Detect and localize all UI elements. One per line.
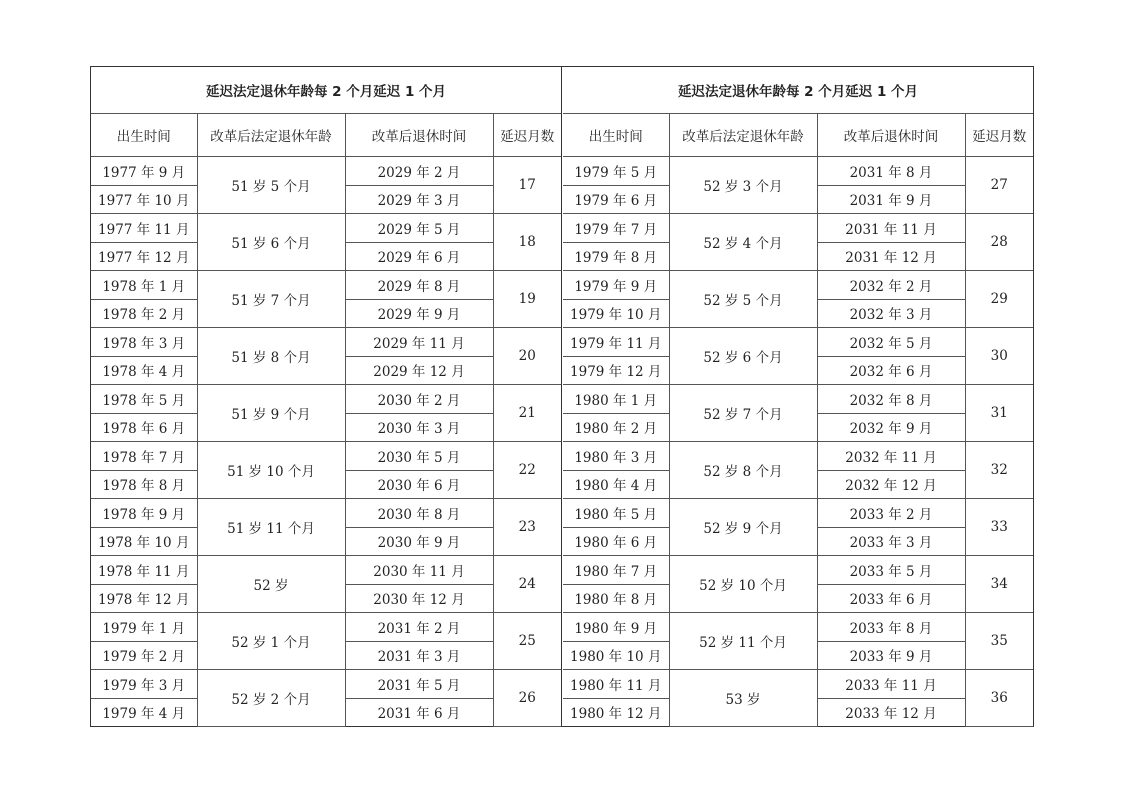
retirement-time-cell: 2032 年 2 月 xyxy=(817,271,965,300)
delay-months-cell: 36 xyxy=(965,670,1033,727)
retirement-age-cell: 52 岁 1 个月 xyxy=(197,613,345,670)
birth-time-cell: 1979 年 7 月 xyxy=(563,214,669,243)
table-row xyxy=(91,214,561,243)
retirement-age-cell: 51 岁 10 个月 xyxy=(197,442,345,499)
table-row xyxy=(563,670,1033,699)
birth-time-cell: 1977 年 10 月 xyxy=(91,185,197,214)
retirement-time-cell: 2030 年 9 月 xyxy=(345,527,493,556)
delay-months-cell: 19 xyxy=(493,271,561,328)
birth-time-cell: 1978 年 8 月 xyxy=(91,470,197,499)
retirement-age-cell: 52 岁 xyxy=(197,556,345,613)
retirement-age-cell: 51 岁 7 个月 xyxy=(197,271,345,328)
retirement-age-cell: 52 岁 5 个月 xyxy=(669,271,817,328)
table-row xyxy=(91,442,561,471)
table-header-row xyxy=(563,114,1033,157)
birth-time-cell: 1978 年 5 月 xyxy=(91,385,197,414)
retirement-time-cell: 2032 年 3 月 xyxy=(817,299,965,328)
table-row xyxy=(91,499,561,528)
table-header-row xyxy=(91,114,561,157)
retirement-age-cell: 52 岁 7 个月 xyxy=(669,385,817,442)
birth-time-cell: 1979 年 8 月 xyxy=(563,242,669,271)
retirement-time-cell: 2029 年 8 月 xyxy=(345,271,493,300)
birth-time-cell: 1978 年 12 月 xyxy=(91,584,197,613)
birth-time-cell: 1979 年 1 月 xyxy=(91,613,197,642)
delay-months-cell: 21 xyxy=(493,385,561,442)
header-retirement-time: 改革后退休时间 xyxy=(345,114,493,157)
birth-time-cell: 1979 年 12 月 xyxy=(563,356,669,385)
retirement-time-cell: 2032 年 11 月 xyxy=(817,442,965,471)
header-delay-months: 延迟月数 xyxy=(965,114,1033,157)
birth-time-cell: 1980 年 9 月 xyxy=(563,613,669,642)
birth-time-cell: 1978 年 2 月 xyxy=(91,299,197,328)
retirement-time-cell: 2033 年 3 月 xyxy=(817,527,965,556)
delay-months-cell: 35 xyxy=(965,613,1033,670)
retirement-time-cell: 2029 年 12 月 xyxy=(345,356,493,385)
table-title: 延迟法定退休年龄每 2 个月延迟 1 个月 xyxy=(563,67,1033,114)
retirement-time-cell: 2029 年 11 月 xyxy=(345,328,493,357)
header-birth-time: 出生时间 xyxy=(91,114,197,157)
delay-months-cell: 31 xyxy=(965,385,1033,442)
birth-time-cell: 1978 年 4 月 xyxy=(91,356,197,385)
retirement-table-right xyxy=(563,67,1033,727)
table-row xyxy=(91,328,561,357)
table-row xyxy=(91,556,561,585)
retirement-age-cell: 52 岁 4 个月 xyxy=(669,214,817,271)
table-row xyxy=(91,613,561,642)
retirement-time-cell: 2033 年 6 月 xyxy=(817,584,965,613)
delay-months-cell: 25 xyxy=(493,613,561,670)
birth-time-cell: 1978 年 11 月 xyxy=(91,556,197,585)
delay-months-cell: 24 xyxy=(493,556,561,613)
delay-months-cell: 23 xyxy=(493,499,561,556)
retirement-time-cell: 2029 年 6 月 xyxy=(345,242,493,271)
table-row xyxy=(563,556,1033,585)
birth-time-cell: 1977 年 12 月 xyxy=(91,242,197,271)
birth-time-cell: 1978 年 10 月 xyxy=(91,527,197,556)
retirement-time-cell: 2030 年 8 月 xyxy=(345,499,493,528)
birth-time-cell: 1977 年 11 月 xyxy=(91,214,197,243)
table-row xyxy=(563,157,1033,186)
birth-time-cell: 1980 年 3 月 xyxy=(563,442,669,471)
delay-months-cell: 18 xyxy=(493,214,561,271)
birth-time-cell: 1978 年 6 月 xyxy=(91,413,197,442)
table-divider xyxy=(561,66,562,727)
birth-time-cell: 1980 年 2 月 xyxy=(563,413,669,442)
retirement-time-cell: 2031 年 6 月 xyxy=(345,698,493,726)
birth-time-cell: 1980 年 12 月 xyxy=(563,698,669,726)
retirement-time-cell: 2031 年 8 月 xyxy=(817,157,965,186)
delay-months-cell: 32 xyxy=(965,442,1033,499)
birth-time-cell: 1979 年 4 月 xyxy=(91,698,197,726)
retirement-age-cell: 52 岁 8 个月 xyxy=(669,442,817,499)
retirement-time-cell: 2032 年 8 月 xyxy=(817,385,965,414)
retirement-time-cell: 2031 年 11 月 xyxy=(817,214,965,243)
header-legal-retirement-age: 改革后法定退休年龄 xyxy=(669,114,817,157)
header-retirement-time: 改革后退休时间 xyxy=(817,114,965,157)
table-row xyxy=(563,442,1033,471)
delay-months-cell: 20 xyxy=(493,328,561,385)
table-row xyxy=(563,499,1033,528)
delay-months-cell: 27 xyxy=(965,157,1033,214)
table-title-row xyxy=(563,67,1033,114)
birth-time-cell: 1978 年 9 月 xyxy=(91,499,197,528)
retirement-age-cell: 52 岁 11 个月 xyxy=(669,613,817,670)
retirement-age-cell: 52 岁 9 个月 xyxy=(669,499,817,556)
header-delay-months: 延迟月数 xyxy=(493,114,561,157)
table-title-row xyxy=(91,67,561,114)
table-row xyxy=(91,157,561,186)
header-legal-retirement-age: 改革后法定退休年龄 xyxy=(197,114,345,157)
retirement-age-cell: 52 岁 10 个月 xyxy=(669,556,817,613)
retirement-age-cell: 51 岁 6 个月 xyxy=(197,214,345,271)
birth-time-cell: 1978 年 7 月 xyxy=(91,442,197,471)
birth-time-cell: 1979 年 2 月 xyxy=(91,641,197,670)
table-row xyxy=(563,271,1033,300)
retirement-age-cell: 52 岁 3 个月 xyxy=(669,157,817,214)
birth-time-cell: 1979 年 9 月 xyxy=(563,271,669,300)
retirement-time-cell: 2033 年 11 月 xyxy=(817,670,965,699)
retirement-time-cell: 2031 年 5 月 xyxy=(345,670,493,699)
retirement-time-cell: 2029 年 3 月 xyxy=(345,185,493,214)
birth-time-cell: 1980 年 4 月 xyxy=(563,470,669,499)
delay-months-cell: 17 xyxy=(493,157,561,214)
delay-months-cell: 26 xyxy=(493,670,561,727)
table-row xyxy=(563,214,1033,243)
birth-time-cell: 1980 年 7 月 xyxy=(563,556,669,585)
birth-time-cell: 1979 年 5 月 xyxy=(563,157,669,186)
retirement-age-cell: 53 岁 xyxy=(669,670,817,727)
retirement-age-cell: 52 岁 2 个月 xyxy=(197,670,345,727)
retirement-time-cell: 2030 年 5 月 xyxy=(345,442,493,471)
birth-time-cell: 1979 年 10 月 xyxy=(563,299,669,328)
birth-time-cell: 1979 年 6 月 xyxy=(563,185,669,214)
retirement-time-cell: 2033 年 12 月 xyxy=(817,698,965,726)
retirement-time-cell: 2031 年 12 月 xyxy=(817,242,965,271)
retirement-time-cell: 2033 年 9 月 xyxy=(817,641,965,670)
retirement-time-cell: 2030 年 2 月 xyxy=(345,385,493,414)
birth-time-cell: 1980 年 6 月 xyxy=(563,527,669,556)
delay-months-cell: 28 xyxy=(965,214,1033,271)
retirement-time-cell: 2033 年 5 月 xyxy=(817,556,965,585)
birth-time-cell: 1980 年 8 月 xyxy=(563,584,669,613)
retirement-time-cell: 2030 年 11 月 xyxy=(345,556,493,585)
retirement-time-cell: 2029 年 9 月 xyxy=(345,299,493,328)
table-row xyxy=(563,613,1033,642)
retirement-time-cell: 2029 年 5 月 xyxy=(345,214,493,243)
table-row xyxy=(91,670,561,699)
retirement-time-cell: 2033 年 2 月 xyxy=(817,499,965,528)
retirement-time-cell: 2030 年 12 月 xyxy=(345,584,493,613)
retirement-age-cell: 51 岁 8 个月 xyxy=(197,328,345,385)
retirement-age-cell: 51 岁 11 个月 xyxy=(197,499,345,556)
retirement-time-cell: 2032 年 6 月 xyxy=(817,356,965,385)
retirement-time-cell: 2031 年 9 月 xyxy=(817,185,965,214)
retirement-time-cell: 2029 年 2 月 xyxy=(345,157,493,186)
retirement-time-cell: 2032 年 9 月 xyxy=(817,413,965,442)
retirement-time-cell: 2031 年 3 月 xyxy=(345,641,493,670)
retirement-age-cell: 52 岁 6 个月 xyxy=(669,328,817,385)
delay-months-cell: 29 xyxy=(965,271,1033,328)
table-row xyxy=(563,328,1033,357)
retirement-time-cell: 2030 年 3 月 xyxy=(345,413,493,442)
table-row xyxy=(91,271,561,300)
retirement-time-cell: 2032 年 12 月 xyxy=(817,470,965,499)
table-row xyxy=(563,385,1033,414)
retirement-time-cell: 2031 年 2 月 xyxy=(345,613,493,642)
delay-months-cell: 22 xyxy=(493,442,561,499)
retirement-table-left xyxy=(91,67,561,727)
birth-time-cell: 1980 年 5 月 xyxy=(563,499,669,528)
header-birth-time: 出生时间 xyxy=(563,114,669,157)
birth-time-cell: 1979 年 11 月 xyxy=(563,328,669,357)
delay-months-cell: 34 xyxy=(965,556,1033,613)
birth-time-cell: 1980 年 10 月 xyxy=(563,641,669,670)
birth-time-cell: 1980 年 11 月 xyxy=(563,670,669,699)
delay-months-cell: 30 xyxy=(965,328,1033,385)
retirement-time-cell: 2030 年 6 月 xyxy=(345,470,493,499)
retirement-age-cell: 51 岁 5 个月 xyxy=(197,157,345,214)
table-title: 延迟法定退休年龄每 2 个月延迟 1 个月 xyxy=(91,67,561,114)
delay-months-cell: 33 xyxy=(965,499,1033,556)
birth-time-cell: 1979 年 3 月 xyxy=(91,670,197,699)
retirement-time-cell: 2033 年 8 月 xyxy=(817,613,965,642)
retirement-time-cell: 2032 年 5 月 xyxy=(817,328,965,357)
retirement-age-cell: 51 岁 9 个月 xyxy=(197,385,345,442)
birth-time-cell: 1978 年 3 月 xyxy=(91,328,197,357)
birth-time-cell: 1977 年 9 月 xyxy=(91,157,197,186)
birth-time-cell: 1980 年 1 月 xyxy=(563,385,669,414)
table-row xyxy=(91,385,561,414)
birth-time-cell: 1978 年 1 月 xyxy=(91,271,197,300)
